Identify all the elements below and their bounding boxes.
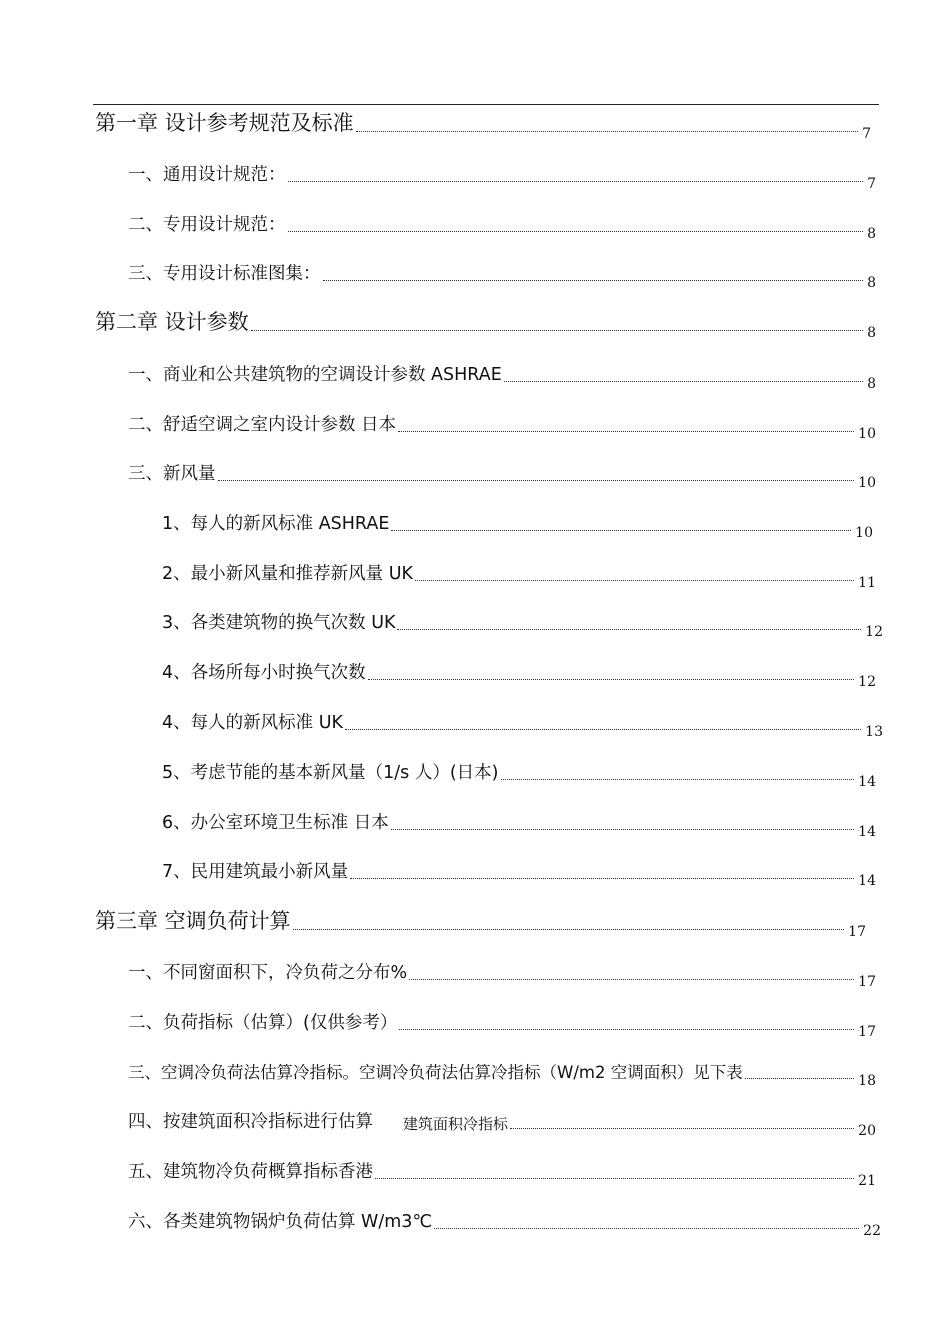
toc-page-number: 10 xyxy=(855,525,873,542)
toc-leader-dots xyxy=(504,381,863,382)
toc-entry-label: 3、各类建筑物的换气次数 UK xyxy=(162,613,396,633)
toc-page-number: 10 xyxy=(858,475,876,492)
toc-leader-dots xyxy=(398,431,854,432)
toc-entry-section[interactable] xyxy=(128,165,876,193)
toc-leader-dots xyxy=(368,679,855,680)
toc-leader-dots xyxy=(288,231,864,232)
toc-leader-dots xyxy=(415,580,854,581)
toc-page-number: 14 xyxy=(858,873,876,890)
toc-page-number: 17 xyxy=(858,974,876,991)
toc-page-number: 14 xyxy=(858,774,876,791)
toc-entry-label: 6、办公室环境卫生标准 日本 xyxy=(162,813,389,833)
toc-page-number: 8 xyxy=(867,325,876,342)
toc-entry-section[interactable] xyxy=(128,215,876,243)
toc-page-number: 22 xyxy=(863,1223,881,1240)
toc-leader-dots xyxy=(356,131,858,132)
toc-leader-dots xyxy=(323,280,864,281)
toc-entry-section[interactable] xyxy=(128,264,876,292)
toc-leader-dots xyxy=(397,629,861,630)
toc-page-number: 12 xyxy=(858,674,876,691)
toc-leader-dots xyxy=(391,829,854,830)
toc-page-number: 14 xyxy=(858,824,876,841)
toc-entry-subsection[interactable] xyxy=(162,663,876,691)
toc-page-number: 20 xyxy=(858,1123,876,1140)
toc-page-number: 17 xyxy=(848,924,866,941)
toc-page-number: 8 xyxy=(867,275,876,292)
toc-entry-chapter-2[interactable] xyxy=(95,310,876,342)
toc-page-number: 12 xyxy=(865,624,883,641)
toc-entry-label: 第三章 空调负荷计算 xyxy=(95,909,291,933)
toc-entry-section[interactable] xyxy=(128,464,876,492)
toc-page-number: 13 xyxy=(865,724,883,741)
toc-entry-label: 1、每人的新风标准 ASHRAE xyxy=(162,514,390,534)
toc-entry-label: 2、最小新风量和推荐新风量 UK xyxy=(162,564,413,584)
toc-entry-section[interactable] xyxy=(128,963,876,991)
toc-entry-chapter-1[interactable] xyxy=(95,111,871,143)
toc-entry-section[interactable] xyxy=(128,1212,881,1240)
toc-entry-note: 建筑面积冷指标 xyxy=(403,1114,509,1133)
toc-entry-label: 二、专用设计规范： xyxy=(128,215,286,235)
toc-entry-chapter-3[interactable] xyxy=(95,909,866,941)
toc-entry-section[interactable] xyxy=(128,1063,876,1090)
toc-entry-label: 5、考虑节能的基本新风量（1/s 人）(日本) xyxy=(162,763,499,783)
toc-entry-subsection[interactable] xyxy=(162,613,883,641)
toc-leader-dots xyxy=(399,1029,854,1030)
toc-entry-label: 4、每人的新风标准 UK xyxy=(162,713,343,733)
toc-leader-dots xyxy=(288,181,864,182)
toc-page-number: 8 xyxy=(867,376,876,393)
toc-leader-dots xyxy=(345,729,861,730)
toc-page-number: 17 xyxy=(858,1024,876,1041)
toc-page-number: 7 xyxy=(862,126,871,143)
toc-entry-label: 二、舒适空调之室内设计参数 日本 xyxy=(128,415,397,435)
toc-entry-label: 三、专用设计标准图集： xyxy=(128,264,321,284)
toc-entry-subsection[interactable] xyxy=(162,862,876,890)
toc-page-number: 10 xyxy=(858,426,876,443)
toc-leader-dots xyxy=(409,979,854,980)
toc-page-number: 7 xyxy=(867,176,876,193)
toc-entry-section[interactable] xyxy=(128,1112,876,1140)
toc-page-number: 8 xyxy=(867,226,876,243)
toc-page-number: 11 xyxy=(858,575,876,592)
toc-entry-label: 一、不同窗面积下，冷负荷之分布% xyxy=(128,963,408,983)
toc-entry-label: 4、各场所每小时换气次数 xyxy=(162,663,366,683)
toc-leader-dots xyxy=(251,330,863,331)
toc-page-number: 21 xyxy=(858,1173,876,1190)
toc-entry-subsection[interactable] xyxy=(162,713,883,741)
toc-entry-label: 五、建筑物冷负荷概算指标香港 xyxy=(128,1162,373,1182)
toc-entry-section[interactable] xyxy=(128,365,876,393)
toc-entry-label: 第一章 设计参考规范及标准 xyxy=(95,111,354,135)
toc-entry-section[interactable] xyxy=(128,1162,876,1190)
toc-entry-label: 三、空调冷负荷法估算冷指标。空调冷负荷法估算冷指标（W/m2 空调面积）见下表 xyxy=(128,1063,743,1082)
toc-leader-dots xyxy=(218,480,855,481)
toc-entry-section[interactable] xyxy=(128,415,876,443)
toc-leader-dots xyxy=(501,779,855,780)
toc-entry-label: 一、商业和公共建筑物的空调设计参数 ASHRAE xyxy=(128,365,502,385)
toc-entry-subsection[interactable] xyxy=(162,514,873,542)
toc-leader-dots xyxy=(745,1078,854,1079)
toc-page-number: 18 xyxy=(858,1073,876,1090)
header-rule xyxy=(93,104,879,105)
toc-leader-dots xyxy=(434,1228,859,1229)
toc-entry-label: 三、新风量 xyxy=(128,464,216,484)
toc-entry-subsection[interactable] xyxy=(162,813,876,841)
toc-entry-label: 7、民用建筑最小新风量 xyxy=(162,862,349,882)
toc-leader-dots xyxy=(293,929,844,930)
toc-entry-label: 六、各类建筑物锅炉负荷估算 W/m3℃ xyxy=(128,1212,433,1232)
toc-leader-dots xyxy=(375,1178,854,1179)
toc-entry-label: 第二章 设计参数 xyxy=(95,310,249,334)
toc-entry-label: 一、通用设计规范： xyxy=(128,165,286,185)
toc-leader-dots xyxy=(391,530,851,531)
toc-entry-label: 二、负荷指标（估算）(仅供参考） xyxy=(128,1013,398,1033)
toc-entry-label: 四、按建筑面积冷指标进行估算 xyxy=(128,1112,373,1132)
toc-leader-dots xyxy=(350,878,854,879)
toc-leader-dots xyxy=(510,1128,854,1129)
toc-entry-subsection[interactable] xyxy=(162,564,876,592)
toc-entry-subsection[interactable] xyxy=(162,763,876,791)
toc-entry-section[interactable] xyxy=(128,1013,876,1041)
